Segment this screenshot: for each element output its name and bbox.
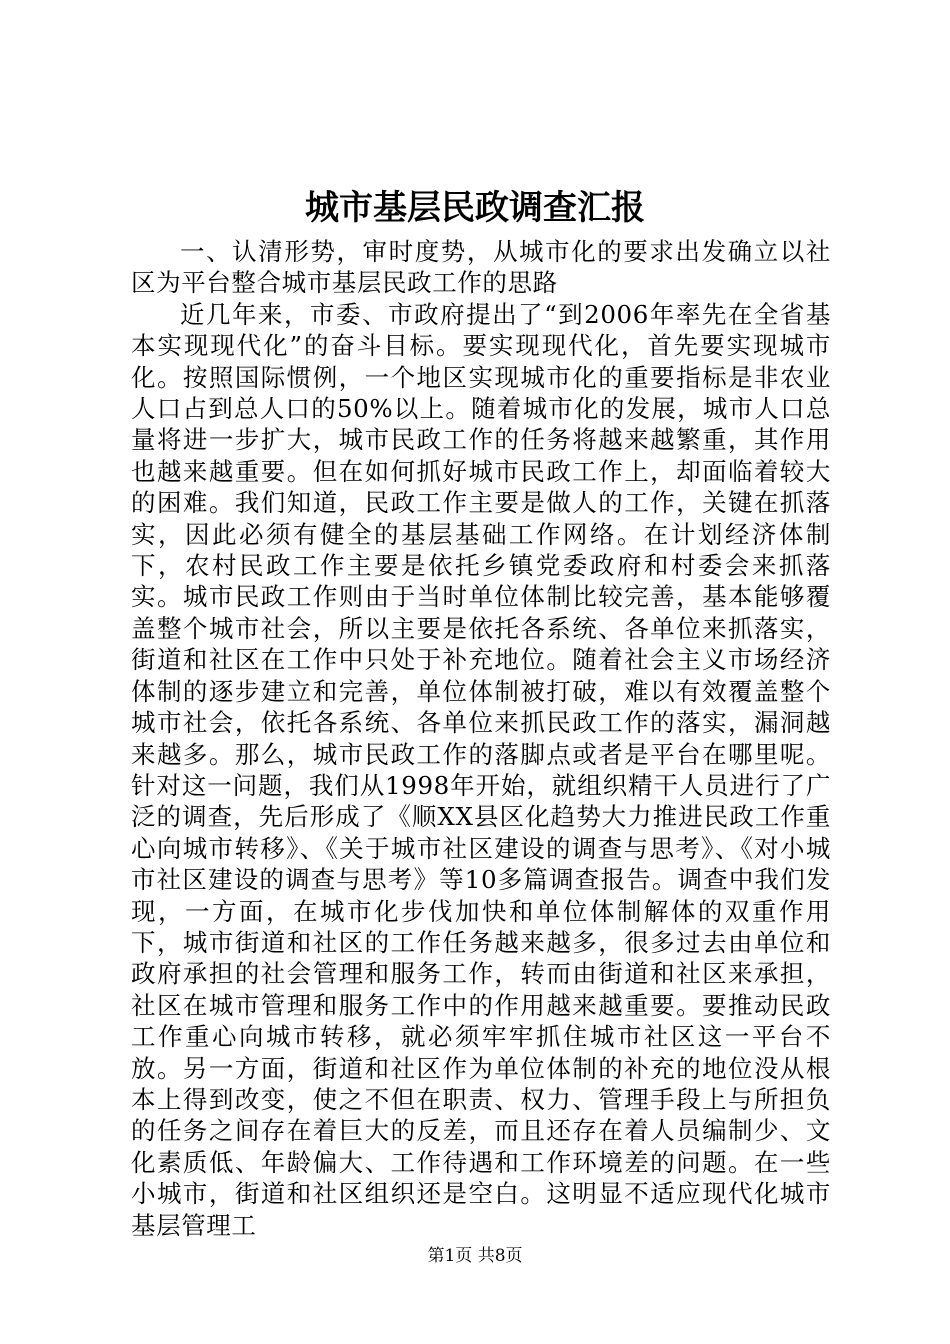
body-paragraph: 近几年来，市委、市政府提出了“到2006年率先在全省基本实现现代化”的奋斗目标。要实现现代化，首先要实现城市化。按照国际惯例，一个地区实现城市化的重要指标是非农业人口占到总人口的50%以上。随着城市化的发展，城市人口总量将进一步扩大，城市民政工作的任务将越来越繁重，其作用也越来越重要。但在如何抓好城市民政工作上，却面临着较大的困难。我们知道，民政工作主要是做人的工作，关键在抓落实，因此必须有健全的基层基础工作网络。在计划经济体制下，农村民政工作主要是依托乡镇党委政府和村委会来抓落实。城市民政工作则由于当时单位体制比较完善，基本能够覆盖整个城市社会，所以主要是依托各系统、各单位来抓落实，街道和社区在工作中只处于补充地位。随着社会主义市场经济体制的逐步建立和完善，单位体制被打破，难以有效覆盖整个城市社会，依托各系统、各单位来抓民政工作的落实，漏洞越来越多。那么，城市民政工作的落脚点或者是平台在哪里呢。针对这一问题，我们从1998年开始，就组织精干人员进行了广泛的调查，先后形成了《顺XX县区化趋势大力推进民政工作重心向城市转移》、《关于城市社区建设的调查与思考》、《对小城市社区建设的调查与思考》等10多篇调查报告。调查中我们发现，一方面，在城市化步伐加快和单位体制解体的双重作用下，城市街道和社区的工作任务越来越多，很多过去由单位和政府承担的社会管理和服务工作，转而由街道和社区来承担，社区在城市管理和服务工作中的作用越来越重要。要推动民政工作重心向城市转移，就必须牢牢抓住城市社区这一平台不放。另一方面，街道和社区作为单位体制的补充的地位没从根本上得到改变，使之不但在职责、权力、管理手段上与所担负的任务之间存在着巨大的反差，而且还存在着人员编制少、文化素质低、年龄偏大、工作待遇和工作环境差的问题。在一些小城市，街道和社区组织还是空白。这明显不适应现代化城市基层管理工 — [131, 299, 831, 1240]
page-number-footer: 第1页 共8页 — [427, 1246, 523, 1266]
document-title: 城市基层民政调查汇报 — [305, 188, 645, 228]
document-body — [131, 236, 831, 1241]
section-heading-paragraph: 一、认清形势，审时度势，从城市化的要求出发确立以社区为平台整合城市基层民政工作的思路 — [131, 237, 831, 298]
